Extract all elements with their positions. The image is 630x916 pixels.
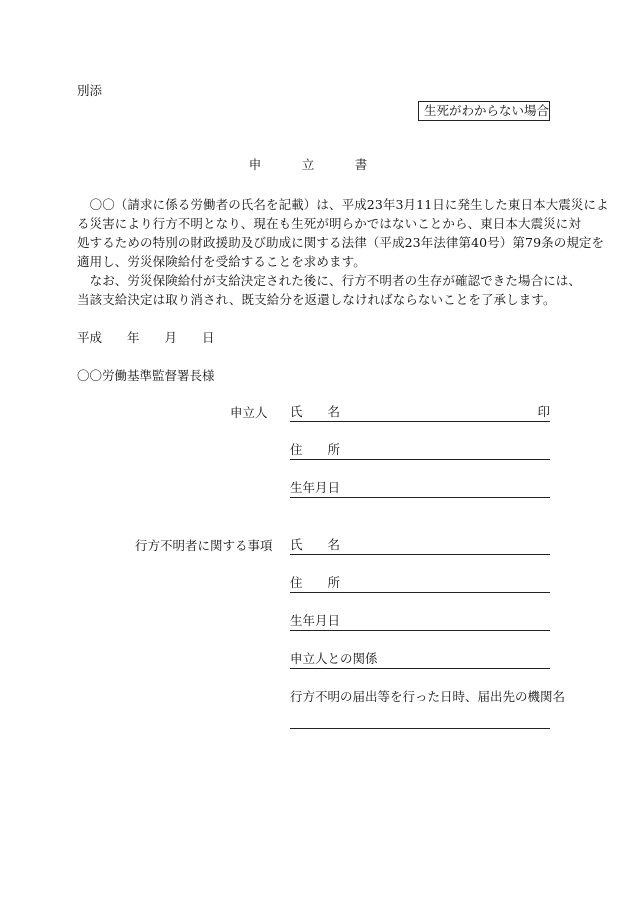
report-field[interactable] xyxy=(290,711,550,729)
applicant-birthdate-label: 生年月日 xyxy=(290,480,341,495)
applicant-section-label: 申立人 xyxy=(230,405,268,420)
applicant-address-label: 住 所 xyxy=(290,442,341,457)
relation-field[interactable] xyxy=(290,651,550,669)
missing-person-section-label: 行方不明者に関する事項 xyxy=(135,538,273,553)
report-label: 行方不明の届出等を行った日時、届出先の機関名 xyxy=(290,689,566,704)
paragraph-line: 当該支給決定は取り消され、既支給分を返還しなければならないことを了承します。 xyxy=(77,292,556,307)
paragraph-line: 適用し、労災保険給付を受給することを求めます。 xyxy=(77,254,366,269)
seal-mark: 印 xyxy=(537,404,550,419)
applicant-name-field[interactable] xyxy=(290,404,550,422)
date-line: 平成 年 月 日 xyxy=(77,330,215,345)
paragraph-line: なお、労災保険給付が支給決定された後に、行方不明者の生存が確認できた場合には、 xyxy=(77,273,582,288)
applicant-birthdate-field[interactable] xyxy=(290,480,550,498)
missing-address-label: 住 所 xyxy=(290,575,341,590)
missing-address-field[interactable] xyxy=(290,575,550,593)
statement-paragraph xyxy=(77,195,609,309)
missing-name-field[interactable] xyxy=(290,537,550,555)
addressee: 〇〇労働基準監督署長様 xyxy=(77,368,215,383)
applicant-name-label: 氏 名 xyxy=(290,404,341,419)
document-title: 申 立 書 xyxy=(248,157,382,172)
case-label-box: 生死がわからない場合 xyxy=(418,101,550,121)
relation-label: 申立人との関係 xyxy=(290,651,378,666)
paragraph-line: 処するための特別の財政援助及び助成に関する法律（平成23年法律第40号）第79条の規定を xyxy=(77,235,605,250)
paragraph-line: 〇〇（請求に係る労働者の氏名を記載）は、平成23年3月11日に発生した東日本大震災によ xyxy=(77,197,609,212)
missing-birthdate-label: 生年月日 xyxy=(290,613,341,628)
attachment-label: 別添 xyxy=(77,83,103,98)
applicant-address-field[interactable] xyxy=(290,442,550,460)
missing-birthdate-field[interactable] xyxy=(290,613,550,631)
paragraph-line: る災害により行方不明となり、現在も生死が明らかではないことから、東日本大震災に対 xyxy=(77,216,582,231)
missing-name-label: 氏 名 xyxy=(290,537,341,552)
